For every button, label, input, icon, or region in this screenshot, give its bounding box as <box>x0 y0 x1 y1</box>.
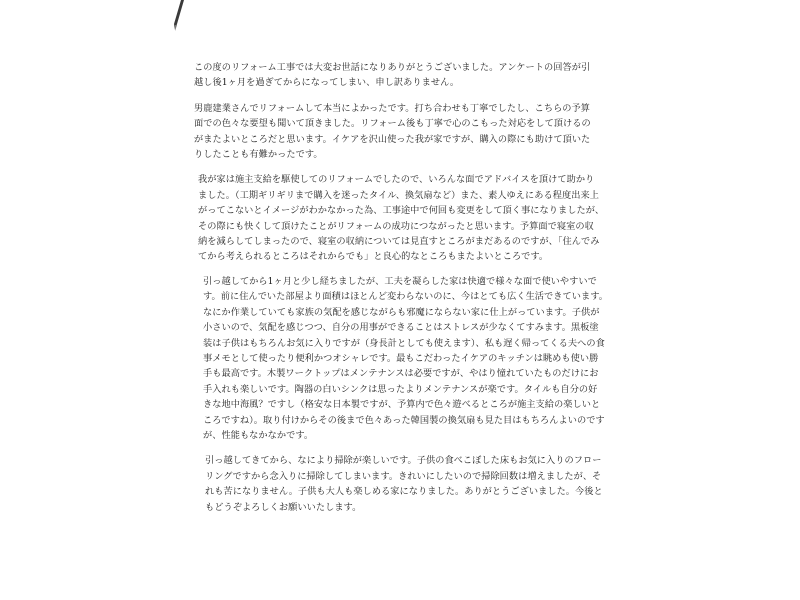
text-line: 手入れも楽しいです。陶器の白いシンクは思ったよりメンテナンスが楽です。タイルも自分の好 <box>203 383 598 395</box>
text-line: 納を減らしてしまったので、寝室の収納については見直すところがまだあるのですが、「住んでみ <box>198 236 600 248</box>
text-line: 越し後1ヶ月を過ぎてからになってしまい、申し訳ありません。 <box>194 77 460 89</box>
text-line: 面での色々な要望も聞いて頂きました。リフォーム後も丁寧で心のこもった対応をして頂けるの <box>194 118 591 130</box>
text-line: 小さいので、気配を感じつつ、自分の用事ができることはストレスが少なくてすみます。黒板塗 <box>203 322 599 334</box>
text-line: その際にも快くして頂けたことがリフォームの成功につながったと思います。予算面で寝室の収 <box>198 220 594 232</box>
text-line: が、性能もなかなかです。 <box>203 429 314 441</box>
paragraph-satisfaction <box>194 101 614 163</box>
text-line: てから考えられるところはそれからでも」と良心的なところもまたよいところです。 <box>198 251 549 263</box>
text-line: 引っ越してから1ヶ月と少し経ちましたが、工夫を凝らした家は快適で様々な面で使いやすいで <box>203 275 597 287</box>
paragraph-owner-supplied <box>198 172 614 264</box>
text-line: す。前に住んでいた部屋より面積はほとんど変わらないのに、今はとても広く生活できています。 <box>203 291 608 303</box>
text-line: なにか作業していても家族の気配を感じながらも邪魔にならない家に仕上がっています。子供が <box>203 306 600 318</box>
text-line: 手も最高です。木製ワークトップはメンテナンスは必要ですが、やはり憧れていたものだけにお <box>203 368 599 380</box>
text-line: がってこないとイメージがわかなかった為、工事途中で何回も変更をして頂く事になりましたが、 <box>198 205 605 217</box>
pen-mark-icon <box>168 0 188 34</box>
text-line: 我が家は施主支給を駆使してのリフォームでしたので、いろんな面でアドバイスを頂けて助かり <box>198 174 595 186</box>
text-line: りしたことも有難かったです。 <box>194 149 323 161</box>
text-line: ころですね）。取り付けからその後まで色々あった韓国製の換気扇も見た目はもちろんよいのです <box>203 414 605 426</box>
paragraph-after-moving <box>203 274 614 443</box>
text-line: リングですから念入りに掃除してしまいます。きれいにしたいので掃除回数は増えましたが、そ <box>205 470 602 482</box>
text-line: もどうぞよろしくお願いいたします。 <box>205 501 362 513</box>
paragraph-apology <box>194 60 614 91</box>
text-line: 事メモとして使ったり便利かつオシャレです。最もこだわったイケアのキッチンは眺めも使い勝 <box>203 352 599 364</box>
text-line: きな地中海風？ですし（格安な日本製ですが、予算内で色々遊べるところが施主支給の楽しいと <box>203 399 601 411</box>
letter-body <box>194 60 614 515</box>
paragraph-closing <box>205 453 614 515</box>
text-line: 男鹿建業さんでリフォームして本当によかったです。打ち合わせも丁寧でしたし、こちらの予算 <box>194 102 591 114</box>
text-line: れも苦になりません。子供も大人も楽しめる家になりました。ありがとうございました。今後と <box>205 486 603 498</box>
text-line: この度のリフォーム工事では大変お世話になりありがとうございました。アンケートの回答が引 <box>194 62 591 73</box>
text-line: 引っ越してきてから、なにより掃除が楽しいです。子供の食べこぼした床もお気に入りのフロー <box>205 455 602 467</box>
text-line: ました。（工期ギリギリまで購入を迷ったタイル、換気扇など）また、素人ゆえにある程度出来上 <box>198 189 599 201</box>
text-line: がまたよいところだと思います。イケアを沢山使った我が家ですが、購入の際にも助けて頂いた <box>194 133 591 145</box>
text-line: 装は子供はもちろんお気に入りですが（身長計としても使えます）、私も遅く帰ってくる夫への食 <box>203 337 605 349</box>
